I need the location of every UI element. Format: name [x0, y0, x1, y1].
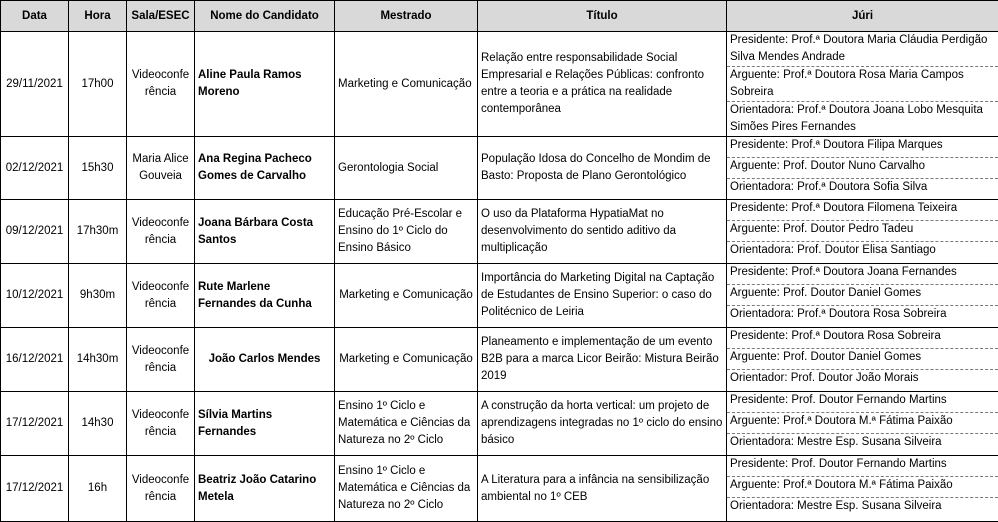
title-cell: Relação entre responsabilidade Social Empresarial e Relações Públicas: confronto entre a teoria e a prática na realidade contemporânea [478, 32, 727, 137]
title-cell: O uso da Plataforma HypatiaMat no desenvolvimento do sentido aditivo da multiplicação [478, 200, 727, 264]
date-cell: 16/12/2021 [1, 328, 69, 392]
date-cell: 02/12/2021 [1, 137, 69, 200]
jury-cell [727, 328, 998, 392]
candidate-name-cell: Aline Paula Ramos Moreno [195, 32, 335, 137]
jury-member: Orientadora: Prof.ª Doutora Rosa Sobreira [727, 305, 998, 327]
masters-cell: Ensino 1º Ciclo e Matemática e Ciências da Natureza no 2º Ciclo [335, 456, 478, 522]
date-cell: 09/12/2021 [1, 200, 69, 264]
masters-cell: Ensino 1º Ciclo e Matemática e Ciências da Natureza no 2º Ciclo [335, 392, 478, 456]
table-row [1, 32, 998, 137]
table-body [1, 32, 998, 522]
room-cell: Videoconferência [127, 328, 195, 392]
table-row [1, 200, 998, 264]
candidate-name-cell: João Carlos Mendes [195, 328, 335, 392]
masters-cell: Marketing e Comunicação [335, 32, 478, 137]
time-cell: 17h30m [69, 200, 127, 264]
jury-member: Arguente: Prof.ª Doutora Rosa Maria Campos Sobreira [727, 66, 998, 101]
jury-member: Presidente: Prof. Doutor Fernando Martins [727, 392, 998, 412]
time-cell: 14h30m [69, 328, 127, 392]
room-cell: Maria Alice Gouveia [127, 137, 195, 200]
jury-cell [727, 200, 998, 264]
jury-member: Arguente: Prof. Doutor Nuno Carvalho [727, 157, 998, 178]
table-row [1, 264, 998, 328]
masters-cell: Marketing e Comunicação [335, 328, 478, 392]
candidate-name-cell: Beatriz João Catarino Metela [195, 456, 335, 522]
jury-member: Presidente: Prof.ª Doutora Filomena Teixeira [727, 200, 998, 220]
jury-member: Arguente: Prof.ª Doutora M.ª Fátima Paixão [727, 476, 998, 497]
time-cell: 15h30 [69, 137, 127, 200]
jury-member: Orientadora: Prof.ª Doutora Joana Lobo Mesquita Simões Pires Fernandes [727, 101, 998, 136]
header-juri: Júri [727, 1, 998, 32]
jury-member: Arguente: Prof. Doutor Daniel Gomes [727, 348, 998, 369]
title-cell: Planeamento e implementação de um evento B2B para a marca Licor Beirão: Mistura Beirão 2019 [478, 328, 727, 392]
date-cell: 17/12/2021 [1, 392, 69, 456]
time-cell: 9h30m [69, 264, 127, 328]
jury-cell [727, 32, 998, 137]
candidate-name-cell: Sílvia Martins Fernandes [195, 392, 335, 456]
masters-cell: Gerontologia Social [335, 137, 478, 200]
title-cell: A construção da horta vertical: um projeto de aprendizagens integradas no 1º ciclo do ensino básico [478, 392, 727, 456]
jury-member: Presidente: Prof.ª Doutora Joana Fernandes [727, 264, 998, 284]
candidate-name-cell: Rute Marlene Fernandes da Cunha [195, 264, 335, 328]
time-cell: 16h [69, 456, 127, 522]
candidate-name-cell: Ana Regina Pacheco Gomes de Carvalho [195, 137, 335, 200]
table-row [1, 456, 998, 522]
room-cell: Videoconferência [127, 392, 195, 456]
header-nome: Nome do Candidato [195, 1, 335, 32]
jury-cell [727, 137, 998, 200]
header-sala: Sala/ESEC [127, 1, 195, 32]
room-cell: Videoconferência [127, 264, 195, 328]
jury-member: Orientador: Prof. Doutor João Morais [727, 369, 998, 391]
date-cell: 29/11/2021 [1, 32, 69, 137]
room-cell: Videoconferência [127, 200, 195, 264]
table-row [1, 328, 998, 392]
title-cell: População Idosa do Concelho de Mondim de Basto: Proposta de Plano Gerontológico [478, 137, 727, 200]
jury-member: Presidente: Prof.ª Doutora Maria Cláudia Perdigão Silva Mendes Andrade [727, 32, 998, 66]
jury-member: Orientadora: Mestre Esp. Susana Silveira [727, 497, 998, 521]
header-titulo: Título [478, 1, 727, 32]
header-hora: Hora [69, 1, 127, 32]
date-cell: 10/12/2021 [1, 264, 69, 328]
jury-member: Presidente: Prof.ª Doutora Filipa Marques [727, 137, 998, 157]
date-cell: 17/12/2021 [1, 456, 69, 522]
candidate-name-cell: Joana Bárbara Costa Santos [195, 200, 335, 264]
jury-member: Arguente: Prof. Doutor Pedro Tadeu [727, 220, 998, 241]
jury-member: Arguente: Prof. Doutor Daniel Gomes [727, 284, 998, 305]
jury-cell [727, 264, 998, 328]
room-cell: Videoconferência [127, 456, 195, 522]
time-cell: 14h30 [69, 392, 127, 456]
header-data: Data [1, 1, 69, 32]
masters-cell: Educação Pré-Escolar e Ensino do 1º Ciclo do Ensino Básico [335, 200, 478, 264]
room-cell: Videoconferência [127, 32, 195, 137]
jury-member: Presidente: Prof.ª Doutora Rosa Sobreira [727, 328, 998, 348]
table-row [1, 137, 998, 200]
header-mestrado: Mestrado [335, 1, 478, 32]
masters-cell: Marketing e Comunicação [335, 264, 478, 328]
jury-member: Orientadora: Prof. Doutor Elisa Santiago [727, 241, 998, 263]
jury-member: Orientadora: Mestre Esp. Susana Silveira [727, 433, 998, 455]
jury-cell [727, 456, 998, 522]
header-row [1, 1, 998, 32]
jury-member: Presidente: Prof. Doutor Fernando Martins [727, 456, 998, 476]
time-cell: 17h00 [69, 32, 127, 137]
title-cell: A Literatura para a infância na sensibilização ambiental no 1º CEB [478, 456, 727, 522]
jury-member: Arguente: Prof.ª Doutora M.ª Fátima Paixão [727, 412, 998, 433]
table-row [1, 392, 998, 456]
jury-member: Orientadora: Prof.ª Doutora Sofia Silva [727, 178, 998, 199]
title-cell: Importância do Marketing Digital na Captação de Estudantes de Ensino Superior: o caso do Politécnico de Leiria [478, 264, 727, 328]
jury-cell [727, 392, 998, 456]
